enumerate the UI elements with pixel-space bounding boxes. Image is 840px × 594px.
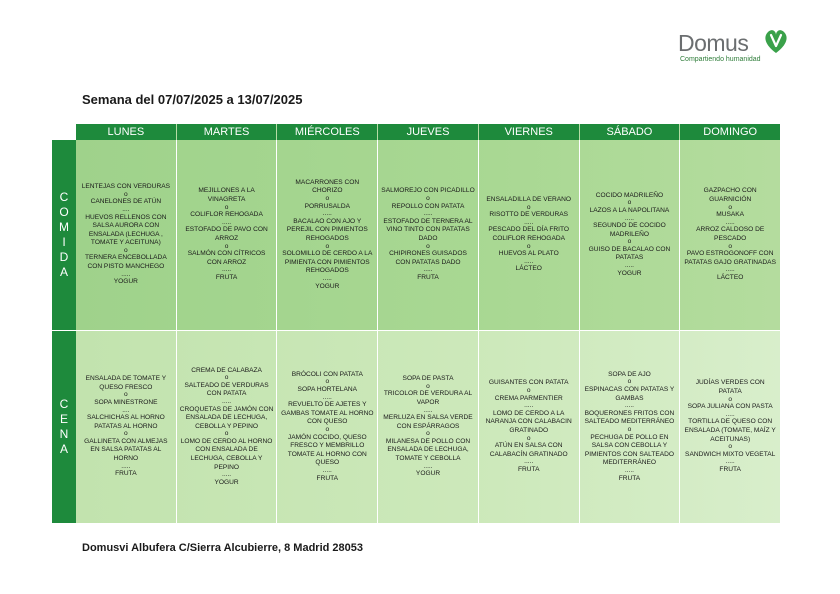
side-letter: A <box>59 265 68 279</box>
dish-separator: ..... <box>624 262 635 270</box>
dish-separator: ..... <box>524 218 534 226</box>
dish-item: MEJILLONES A LA VINAGRETA <box>198 187 255 204</box>
side-letter: M <box>59 220 69 234</box>
comida-cell <box>377 140 478 330</box>
dish-item: ENSALADA DE TOMATE Y QUESO FRESCO <box>85 375 167 391</box>
dish-separator: ..... <box>624 466 635 474</box>
dish-item: GAZPACHO CON GUARNICIÓN <box>703 187 757 204</box>
dish-item: LAZOS A LA NAPOLITANA <box>589 206 670 214</box>
dish-item: PAVO ESTROGONOFF CON PATATAS GAJO GRATINADAS <box>684 250 776 266</box>
dish-separator: ..... <box>423 210 433 218</box>
dish-item: BACALAO CON AJO Y PEREJIL CON PIMIENTOS REHOGADOS <box>286 217 368 242</box>
dish-separator: o <box>325 378 330 386</box>
comida-cell <box>276 140 377 330</box>
cena-cell <box>478 331 579 523</box>
dish-separator: ..... <box>725 410 735 418</box>
side-letter: I <box>62 235 66 249</box>
dish-item: SEGUNDO DE COCIDO MADRILEÑO <box>593 222 666 238</box>
dish-item: MERLUZA EN SALSA VERDE CON ESPÁRRAGOS <box>383 414 473 430</box>
dish-item: PESCADO DEL DÍA FRITO COLIFLOR REHOGADA <box>488 226 570 242</box>
dish-separator: o <box>325 195 330 203</box>
dish-item: HUEVOS RELLENOS CON SALSA AURORA CON ENSALADA (LECHUGA , TOMATE Y ACEITUNA) <box>85 213 167 247</box>
dish-item: YOGUR <box>113 278 138 286</box>
side-letter: A <box>59 442 68 456</box>
dish-separator: o <box>224 430 229 438</box>
dish-separator: o <box>224 374 229 382</box>
dish-item: BRÓCOLI CON PATATA <box>291 370 363 378</box>
dish-item: LÁCTEO <box>515 265 542 273</box>
dish-separator: ..... <box>221 397 232 405</box>
dish-item: TRICOLOR DE VERDURA AL VAPOR <box>383 390 473 406</box>
dish-item: MILANESA DE POLLO CON ENSALADA DE LECHUGA, TOMATE Y CEBOLLA <box>385 437 471 463</box>
dish-item: LÁCTEO <box>716 273 744 281</box>
dish-separator: ..... <box>624 402 635 410</box>
dish-separator: ..... <box>322 210 332 218</box>
dish-item: JUDÍAS VERDES CON PATATA <box>695 379 765 396</box>
dish-item: ESTOFADO DE TERNERA AL VINO TINTO CON PATATAS DADO <box>383 217 473 242</box>
dish-item: YOGUR <box>415 470 441 478</box>
domusvi-logo <box>678 26 798 68</box>
dish-separator: o <box>325 242 330 250</box>
dish-separator: o <box>627 199 632 207</box>
dish-separator: ..... <box>221 471 232 479</box>
dish-separator: ..... <box>423 462 433 470</box>
side-letter: C <box>59 397 69 411</box>
dish-separator: ..... <box>322 393 332 401</box>
dish-separator: o <box>426 242 430 250</box>
dish-separator: ..... <box>423 266 433 274</box>
day-header: SÁBADO <box>579 124 680 140</box>
dish-item: HUEVOS AL PLATO <box>498 250 559 258</box>
dish-separator: ..... <box>221 266 232 274</box>
dish-item: SALMOREJO CON PICADILLO <box>381 187 475 195</box>
dish-item: FRUTA <box>316 474 339 482</box>
dish-separator: o <box>124 190 128 198</box>
dish-separator: o <box>426 430 430 438</box>
dish-item: LOMO DE CERDO AL HORNO CON ENSALADA DE LECHUGA, CEBOLLA Y PEPINO <box>180 437 273 471</box>
dish-item: LENTEJAS CON VERDURAS <box>81 183 171 191</box>
dish-item: ATÚN EN SALSA CON CALABACÍN GRATINADO <box>489 442 568 458</box>
dish-item: FRUTA <box>115 470 137 478</box>
dish-separator: ..... <box>725 266 735 274</box>
side-letter: N <box>59 427 69 441</box>
dish-separator: .... <box>122 406 130 414</box>
dish-item: GUISO DE BACALAO CON PATATAS <box>588 245 671 262</box>
dish-item: MUSAKA <box>716 211 745 219</box>
dish-separator: o <box>526 242 531 250</box>
dish-separator: ..... <box>524 458 534 466</box>
day-header: LUNES <box>107 126 145 138</box>
dish-item: SOPA JULIANA CON PASTA <box>687 403 773 411</box>
dish-separator: o <box>124 430 128 438</box>
cena-side-label <box>52 331 76 523</box>
dish-separator: ..... <box>322 274 332 282</box>
cena-cell <box>377 331 478 523</box>
dish-separator: ..... <box>624 214 635 222</box>
dish-separator: o <box>124 246 128 254</box>
logo-tagline: Compartiendo humanidad <box>680 56 761 63</box>
day-header-row <box>76 124 780 140</box>
dish-separator: o <box>325 426 330 433</box>
weekly-menu-table <box>52 124 780 523</box>
side-letter: D <box>59 250 69 264</box>
dish-item: BOQUERONES FRITOS CON SALTEADO MEDITERRÁNEO <box>584 409 675 426</box>
dish-separator: .... <box>122 205 130 213</box>
dish-item: SALCHICHAS AL HORNO PATATAS AL HORNO <box>86 414 165 430</box>
dish-item: CHIPIRONES GUISADOS CON PATATAS DADO <box>389 250 467 266</box>
cena-cell <box>76 331 176 523</box>
dish-item: FRUTA <box>618 474 641 482</box>
address-footer: Domusvi Albufera C/Sierra Alcubierre, 8 Madrid 28053 <box>82 542 364 554</box>
dish-item: FRUTA <box>719 465 741 473</box>
dish-separator: ..... <box>524 402 534 410</box>
dish-item: SANDWICH MIXTO VEGETAL <box>685 450 776 458</box>
dish-separator: ..... <box>725 458 735 466</box>
cena-row <box>76 331 780 523</box>
dish-separator: o <box>526 203 531 211</box>
comida-cell <box>76 140 176 330</box>
dish-separator: o <box>124 391 128 399</box>
dish-item: PECHUGA DE POLLO EN SALSA CON CEBOLLA Y PIMIENTOS CON SALTEADO MEDITERRÁNEO <box>584 433 675 467</box>
dish-separator: ..... <box>423 406 433 414</box>
dish-item: JAMÓN COCIDO, QUESO FRESCO Y MEMBRILLO TOMATE AL HORNO CON QUESO <box>287 433 367 467</box>
dish-separator: ..... <box>524 257 534 265</box>
logo-wordmark: Domus <box>678 30 749 56</box>
dish-item: ESPINACAS CON PATATAS Y GAMBAS <box>584 386 675 402</box>
dish-item: REVUELTO DE AJETES Y GAMBAS TOMATE AL HORNO CON QUESO <box>281 401 374 426</box>
dish-separator: o <box>728 242 732 250</box>
dish-separator: o <box>728 203 732 211</box>
comida-cell <box>579 140 680 330</box>
dish-item: FRUTA <box>417 273 439 281</box>
cena-cell <box>176 331 277 523</box>
dish-separator: o <box>426 195 430 203</box>
side-letter: E <box>59 412 68 426</box>
dish-item: ENSALADILLA DE VERANO <box>486 196 572 204</box>
dish-separator: ..... <box>725 218 735 226</box>
day-header: MIÉRCOLES <box>276 124 377 140</box>
dish-separator: ..... <box>121 462 131 470</box>
dish-separator: o <box>526 387 531 395</box>
dish-item: PORRUSALDA <box>304 202 351 210</box>
comida-row <box>76 140 780 330</box>
comida-cell <box>176 140 277 330</box>
cena-cell <box>679 331 780 523</box>
dish-separator: o <box>426 382 430 390</box>
comida-cell <box>679 140 780 330</box>
dish-item: TERNERA ENCEBOLLADA CON PISTO MANCHEGO <box>85 254 167 271</box>
dish-separator: o <box>627 426 632 433</box>
dish-item: CANELONES DE ATÚN <box>90 198 162 206</box>
day-header: JUEVES <box>377 124 478 140</box>
dish-separator: o <box>224 203 229 211</box>
dish-item: YOGUR <box>315 282 340 290</box>
dish-separator: ..... <box>221 218 232 226</box>
dish-separator: o <box>728 395 732 403</box>
dish-item: LOMO DE CERDO A LA NARANJA CON CALABACIN GRATINADO <box>485 409 572 434</box>
dish-item: RISOTTO DE VERDURAS <box>489 211 569 219</box>
dish-item: SOLOMILLO DE CERDO A LA PIMIENTA CON PIMIENTOS REHOGADOS <box>282 250 373 275</box>
dish-separator: o <box>728 443 732 451</box>
dish-item: SOPA DE AJO <box>608 370 651 378</box>
dish-separator: ..... <box>121 270 131 278</box>
dish-item: REPOLLO CON PATATA <box>391 202 465 210</box>
comida-side-label <box>52 140 76 330</box>
dish-item: ESTOFADO DE PAVO CON ARROZ <box>185 226 268 242</box>
dish-item: CROQUETAS DE JAMÓN CON ENSALADA DE LECHUGA, CEBOLLA Y PEPINO <box>179 405 274 430</box>
dish-separator: o <box>224 242 229 250</box>
dish-separator: o <box>627 378 632 386</box>
dish-item: SOPA DE PASTA <box>402 375 454 383</box>
dish-item: SALMÓN CON CÍTRICOS CON ARROZ <box>187 250 266 266</box>
dish-separator: o <box>627 238 632 246</box>
day-header: MARTES <box>176 124 277 140</box>
day-header: VIERNES <box>478 124 579 140</box>
dish-item: SALTEADO DE VERDURAS CON PATATA <box>184 381 269 398</box>
dish-item: COLIFLOR REHOGADA <box>190 211 263 219</box>
dish-item: CREMA PARMENTIER <box>494 394 563 402</box>
comida-cell <box>478 140 579 330</box>
day-header: DOMINGO <box>679 124 780 140</box>
dish-item: YOGUR <box>214 478 239 486</box>
dish-item: MACARRONES CON CHORIZO <box>295 178 360 195</box>
dish-item: SOPA MINESTRONE <box>94 398 158 406</box>
dish-separator: ..... <box>322 466 332 474</box>
dish-item: COCIDO MADRILEÑO <box>595 191 664 199</box>
dish-item: GALLINETA CON ALMEJAS EN SALSA PATATAS AL HORNO <box>84 437 168 463</box>
dish-item: SOPA HORTELANA <box>297 386 358 394</box>
cena-cell <box>276 331 377 523</box>
side-letter: C <box>59 190 69 204</box>
dish-item: FRUTA <box>517 465 540 473</box>
dish-item: ARROZ CALDOSO DE PESCADO <box>696 226 765 242</box>
dish-item: YOGUR <box>617 269 642 277</box>
dish-item: TORTILLA DE QUESO CON ENSALADA (TOMATE, MAÍZ Y ACEITUNAS) <box>684 418 776 443</box>
heart-leaf-icon <box>761 26 791 56</box>
dish-item: GUISANTES CON PATATA <box>488 379 569 387</box>
dish-separator: o <box>526 434 531 442</box>
cena-cell <box>579 331 680 523</box>
dish-item: FRUTA <box>215 273 238 281</box>
dish-item: CREMA DE CALABAZA <box>191 366 262 374</box>
week-title: Semana del 07/07/2025 a 13/07/2025 <box>82 92 303 107</box>
side-letter: O <box>59 205 69 219</box>
